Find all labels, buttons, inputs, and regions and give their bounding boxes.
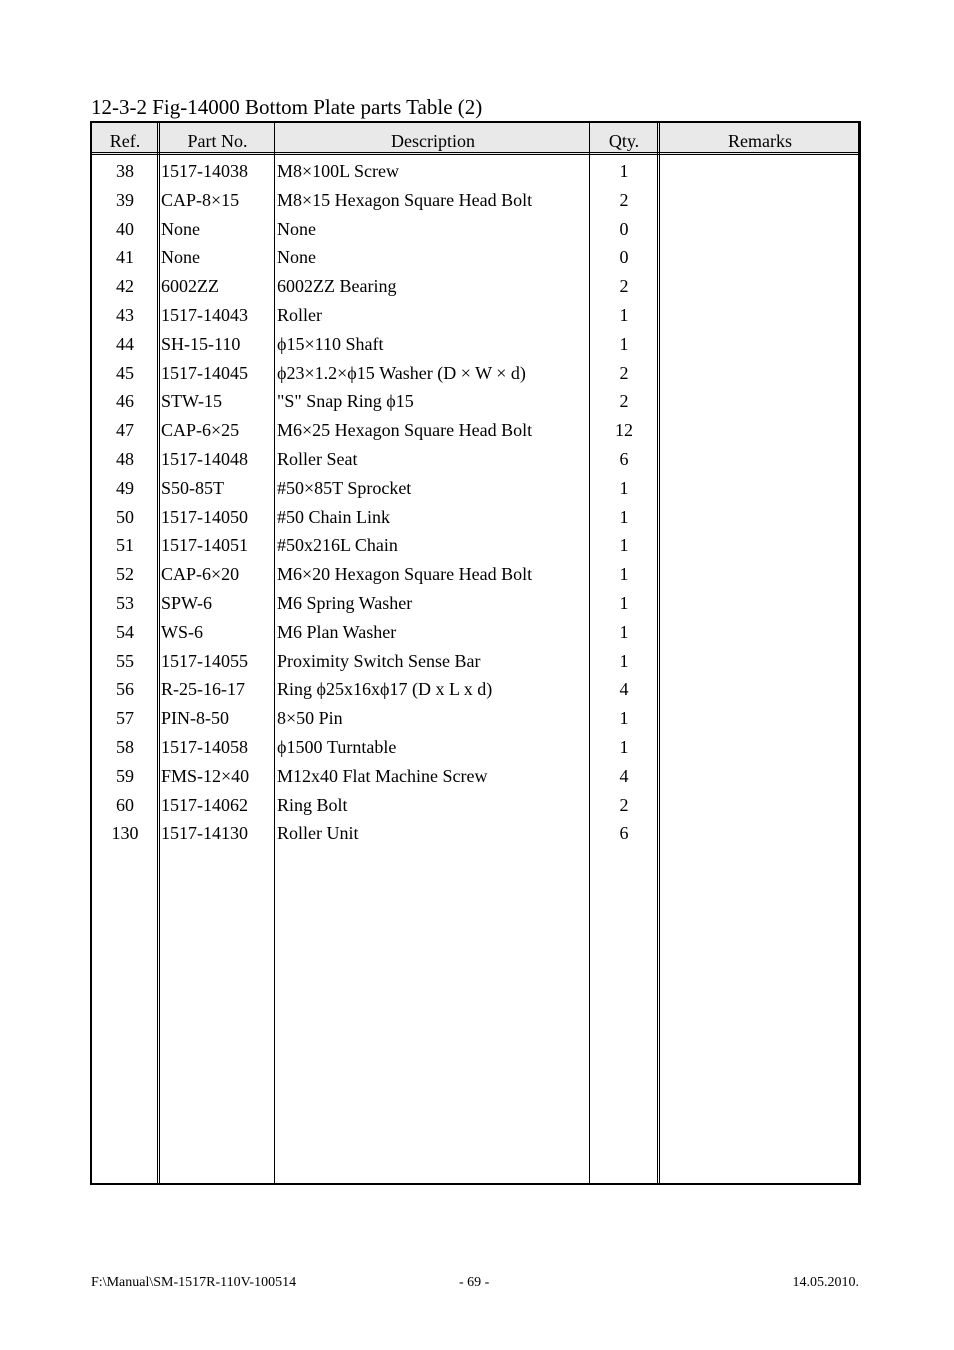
cell-part-no: R-25-16-17 bbox=[161, 679, 245, 700]
cell-remarks bbox=[661, 792, 859, 821]
cell-part-no: CAP-8×15 bbox=[161, 189, 240, 210]
cell-part-no: 1517-14048 bbox=[161, 449, 248, 469]
cell-remarks bbox=[661, 763, 859, 792]
table-row bbox=[92, 792, 859, 821]
cell-part-no: 1517-14062 bbox=[161, 794, 248, 815]
cell-part-no: None bbox=[161, 247, 200, 268]
cell-qty: 1 bbox=[619, 305, 629, 325]
cell-qty: 12 bbox=[615, 420, 633, 441]
cell-ref: 45 bbox=[116, 362, 134, 383]
cell-part-no: S50-85T bbox=[161, 477, 224, 498]
cell-ref: 59 bbox=[116, 765, 134, 786]
cell-ref: 46 bbox=[116, 391, 134, 412]
table-row bbox=[92, 446, 859, 475]
cell-remarks bbox=[661, 475, 859, 504]
table-row bbox=[92, 417, 859, 446]
cell-description: ϕ15×110 Shaft bbox=[277, 333, 384, 354]
cell-description: Roller Unit bbox=[277, 823, 359, 844]
table-row bbox=[92, 619, 859, 648]
table-row bbox=[92, 244, 859, 273]
cell-remarks bbox=[661, 216, 859, 245]
cell-part-no: 6002ZZ bbox=[161, 276, 219, 297]
footer-date: 14.05.2010. bbox=[792, 1275, 859, 1290]
cell-remarks bbox=[661, 590, 859, 619]
footer-page-number: - 69 - bbox=[459, 1275, 490, 1290]
cell-qty: 1 bbox=[619, 650, 629, 671]
cell-ref: 41 bbox=[116, 247, 134, 268]
cell-remarks bbox=[661, 619, 859, 648]
cell-qty: 1 bbox=[619, 708, 629, 729]
table-row bbox=[92, 648, 859, 677]
cell-description: M8×100L Screw bbox=[277, 161, 399, 181]
cell-part-no: SH-15-110 bbox=[161, 333, 241, 354]
cell-qty: 1 bbox=[619, 506, 629, 527]
table-header bbox=[92, 123, 859, 155]
cell-ref: 39 bbox=[116, 189, 134, 210]
cell-part-no: 1517-14055 bbox=[161, 650, 248, 671]
table-row bbox=[92, 532, 859, 561]
cell-remarks bbox=[661, 331, 859, 360]
table-row bbox=[92, 561, 859, 590]
header-ref: Ref. bbox=[109, 131, 141, 151]
cell-ref: 57 bbox=[116, 708, 134, 729]
cell-description: Proximity Switch Sense Bar bbox=[277, 650, 481, 671]
cell-qty: 0 bbox=[619, 218, 629, 239]
cell-part-no: None bbox=[161, 218, 200, 239]
table-row bbox=[92, 302, 859, 331]
cell-description: Ring Bolt bbox=[277, 794, 348, 815]
cell-description: 6002ZZ Bearing bbox=[277, 276, 397, 297]
table-row bbox=[92, 820, 859, 849]
cell-description: M6 Spring Washer bbox=[277, 593, 413, 613]
cell-part-no: CAP-6×25 bbox=[161, 420, 240, 441]
cell-ref: 48 bbox=[116, 449, 134, 469]
page-title: 12-3-2 Fig-14000 Bottom Plate parts Table (2) bbox=[91, 95, 483, 119]
cell-ref: 43 bbox=[116, 305, 134, 325]
cell-part-no: 1517-14045 bbox=[161, 362, 248, 383]
cell-remarks bbox=[661, 676, 859, 705]
cell-remarks bbox=[661, 158, 859, 187]
cell-description: ϕ1500 Turntable bbox=[277, 737, 397, 757]
table-row bbox=[92, 158, 859, 187]
cell-description: 8×50 Pin bbox=[277, 708, 343, 729]
cell-qty: 2 bbox=[619, 362, 629, 383]
cell-qty: 1 bbox=[619, 333, 629, 354]
cell-part-no: FMS-12×40 bbox=[161, 765, 250, 786]
cell-qty: 4 bbox=[619, 765, 629, 786]
table-row bbox=[92, 504, 859, 533]
cell-ref: 58 bbox=[116, 737, 134, 757]
cell-qty: 6 bbox=[619, 823, 629, 844]
cell-ref: 47 bbox=[116, 420, 134, 441]
cell-ref: 42 bbox=[116, 276, 134, 297]
table-row bbox=[92, 705, 859, 734]
cell-description: M8×15 Hexagon Square Head Bolt bbox=[277, 189, 533, 210]
table-row bbox=[92, 360, 859, 389]
cell-part-no: 1517-14051 bbox=[161, 535, 248, 556]
cell-remarks bbox=[661, 360, 859, 389]
cell-description: M6×25 Hexagon Square Head Bolt bbox=[277, 420, 533, 441]
cell-qty: 1 bbox=[619, 621, 629, 642]
cell-description: None bbox=[277, 218, 316, 239]
cell-description: M6×20 Hexagon Square Head Bolt bbox=[277, 564, 533, 585]
table-row bbox=[92, 331, 859, 360]
cell-remarks bbox=[661, 273, 859, 302]
cell-remarks bbox=[661, 446, 859, 475]
cell-ref: 52 bbox=[116, 564, 134, 585]
cell-qty: 1 bbox=[619, 593, 629, 613]
cell-description: M12x40 Flat Machine Screw bbox=[277, 765, 488, 786]
cell-qty: 1 bbox=[619, 535, 629, 556]
cell-description: #50×85T Sprocket bbox=[277, 477, 412, 498]
cell-ref: 56 bbox=[116, 679, 134, 700]
cell-ref: 50 bbox=[116, 506, 134, 527]
cell-remarks bbox=[661, 504, 859, 533]
cell-remarks bbox=[661, 648, 859, 677]
table-row bbox=[92, 763, 859, 792]
cell-qty: 1 bbox=[619, 161, 629, 181]
cell-ref: 53 bbox=[116, 593, 134, 613]
table-row bbox=[92, 676, 859, 705]
cell-description: #50 Chain Link bbox=[277, 506, 390, 527]
cell-remarks bbox=[661, 302, 859, 331]
cell-qty: 1 bbox=[619, 477, 629, 498]
cell-ref: 44 bbox=[116, 333, 134, 354]
cell-ref: 54 bbox=[116, 621, 134, 642]
cell-ref: 38 bbox=[116, 161, 134, 181]
cell-ref: 40 bbox=[116, 218, 134, 239]
table-row bbox=[92, 590, 859, 619]
cell-ref: 55 bbox=[116, 650, 134, 671]
cell-remarks bbox=[661, 187, 859, 216]
header-description: Description bbox=[391, 131, 475, 151]
table-row bbox=[92, 216, 859, 245]
table-row bbox=[92, 273, 859, 302]
cell-qty: 2 bbox=[619, 189, 629, 210]
cell-qty: 1 bbox=[619, 737, 629, 757]
cell-remarks bbox=[661, 561, 859, 590]
header-qty: Qty. bbox=[608, 131, 640, 151]
cell-ref: 51 bbox=[116, 535, 134, 556]
cell-ref: 49 bbox=[116, 477, 134, 498]
cell-remarks bbox=[661, 820, 859, 849]
cell-description: Roller bbox=[277, 305, 322, 325]
cell-description: M6 Plan Washer bbox=[277, 621, 397, 642]
cell-description: "S" Snap Ring ϕ15 bbox=[277, 391, 414, 412]
cell-part-no: SPW-6 bbox=[161, 593, 213, 613]
cell-description: Ring ϕ25x16xϕ17 (D x L x d) bbox=[277, 679, 493, 700]
parts-table bbox=[90, 121, 861, 1185]
cell-qty: 2 bbox=[619, 276, 629, 297]
footer-file-path: F:\Manual\SM-1517R-110V-100514 bbox=[91, 1275, 297, 1290]
cell-remarks bbox=[661, 734, 859, 763]
table-row bbox=[92, 475, 859, 504]
cell-qty: 2 bbox=[619, 794, 629, 815]
cell-ref: 60 bbox=[116, 794, 134, 815]
cell-part-no: 1517-14130 bbox=[161, 823, 248, 844]
cell-part-no: CAP-6×20 bbox=[161, 564, 240, 585]
cell-part-no: 1517-14058 bbox=[161, 737, 248, 757]
cell-part-no: STW-15 bbox=[161, 391, 222, 412]
cell-qty: 6 bbox=[619, 449, 629, 469]
table-row bbox=[92, 734, 859, 763]
cell-description: None bbox=[277, 247, 316, 268]
cell-description: #50x216L Chain bbox=[277, 535, 398, 556]
cell-description: Roller Seat bbox=[277, 449, 358, 469]
cell-part-no: PIN-8-50 bbox=[161, 708, 229, 729]
cell-qty: 0 bbox=[619, 247, 629, 268]
cell-part-no: WS-6 bbox=[161, 621, 203, 642]
cell-qty: 2 bbox=[619, 391, 629, 412]
cell-remarks bbox=[661, 532, 859, 561]
header-remarks: Remarks bbox=[728, 131, 792, 151]
table-row bbox=[92, 187, 859, 216]
table-row bbox=[92, 388, 859, 417]
cell-remarks bbox=[661, 388, 859, 417]
cell-part-no: 1517-14050 bbox=[161, 506, 248, 527]
cell-remarks bbox=[661, 244, 859, 273]
cell-description: ϕ23×1.2×ϕ15 Washer (D × W × d) bbox=[277, 362, 526, 383]
cell-qty: 4 bbox=[619, 679, 629, 700]
cell-ref: 130 bbox=[111, 823, 139, 844]
header-part-no: Part No. bbox=[187, 131, 248, 151]
cell-part-no: 1517-14038 bbox=[161, 161, 248, 181]
cell-part-no: 1517-14043 bbox=[161, 305, 248, 325]
cell-qty: 1 bbox=[619, 564, 629, 585]
cell-remarks bbox=[661, 705, 859, 734]
cell-remarks bbox=[661, 417, 859, 446]
